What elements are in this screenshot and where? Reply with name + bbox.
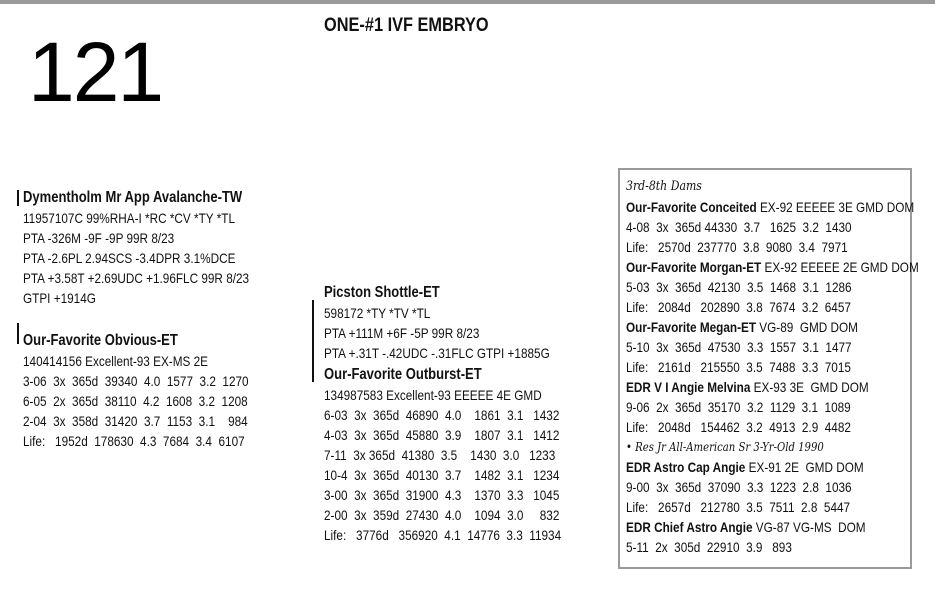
dam-entry-header [626, 457, 919, 477]
sire-of-sire-line: GTPI +1914G [23, 290, 96, 306]
dam-entry-class: EX-91 2E GMD DOM [745, 459, 864, 475]
dam-of-sire-record: 3-06 3x 365d 39340 4.0 1577 3.2 1270 [23, 373, 249, 389]
sire-line: PTA +111M +6F -5P 99R 8/23 [324, 325, 480, 341]
sire-name: Picston Shottle-ET [324, 284, 440, 301]
sire-block [324, 283, 593, 363]
dam-entry-note: • Res Jr All-American Sr 3-Yr-Old 1990 [626, 440, 824, 454]
pedigree-connector [312, 300, 314, 382]
sire-line: 598172 *TY *TV *TL [324, 305, 431, 321]
dam-record: 3-00 3x 365d 31900 4.3 1370 3.3 1045 [324, 487, 560, 503]
dam-entry-record: 5-11 2x 305d 22910 3.9 893 [626, 539, 792, 555]
pedigree-connector [17, 323, 19, 344]
dam-entry-life: Life: 2570d 237770 3.8 9080 3.4 7971 [626, 239, 848, 255]
sire-of-sire-line: 11957107C 99%RHA-I *RC *CV *TY *TL [23, 210, 236, 226]
dam-record: 2-00 3x 359d 27430 4.0 1094 3.0 832 [324, 507, 560, 523]
dam-record: 10-4 3x 365d 40130 3.7 1482 3.1 1234 [324, 467, 560, 483]
dams-list [626, 177, 935, 557]
dam-entry-record: 9-06 2x 365d 35170 3.2 1129 3.1 1089 [626, 399, 851, 415]
dam-line: 134987583 Excellent-93 EEEEE 4E GMD [324, 387, 542, 403]
sire-of-sire-line: PTA -2.6PL 2.94SCS -3.4DPR 3.1%DCE [23, 250, 236, 266]
dam-entry-name: EDR V I Angie Melvina [626, 379, 751, 395]
sire-line: PTA +.31T -.42UDC -.31FLC GTPI +1885G [324, 345, 550, 361]
lot-title: ONE-#1 IVF EMBRYO [324, 15, 489, 36]
dam-entry-name: EDR Astro Cap Angie [626, 459, 746, 475]
dam-entry-life: Life: 2161d 215550 3.5 7488 3.3 7015 [626, 359, 851, 375]
dam-entry-record: 5-10 3x 365d 47530 3.3 1557 3.1 1477 [626, 339, 852, 355]
dam-entry-name: Our-Favorite Conceited [626, 199, 757, 215]
dam-block [324, 365, 606, 545]
dam-entry-record: 4-08 3x 365d 44330 3.7 1625 3.2 1430 [626, 219, 852, 235]
dam-entry-life: Life: 2048d 154462 3.2 4913 2.9 4482 [626, 419, 851, 435]
dam-record: 6-03 3x 365d 46890 4.0 1861 3.1 1432 [324, 407, 560, 423]
dam-of-sire-name: Our-Favorite Obvious-ET [23, 332, 178, 349]
dam-entry-record: 9-00 3x 365d 37090 3.3 1223 2.8 1036 [626, 479, 852, 495]
dam-of-sire-block [23, 331, 292, 451]
dam-of-sire-line: 140414156 Excellent-93 EX-MS 2E [23, 353, 209, 369]
dam-of-sire-record: 2-04 3x 358d 31420 3.7 1153 3.1 984 [23, 413, 248, 429]
dam-entry-name: EDR Chief Astro Angie [626, 519, 753, 535]
dam-entry-header [626, 377, 919, 397]
dams-heading: 3rd-8th Dams [626, 179, 702, 194]
sire-of-sire-line: PTA -326M -9F -9P 99R 8/23 [23, 230, 175, 246]
sire-of-sire-name: Dymentholm Mr App Avalanche-TW [23, 189, 243, 206]
dam-entry-record: 5-03 3x 365d 42130 3.5 1468 3.1 1286 [626, 279, 852, 295]
dam-entry-header [626, 197, 919, 217]
dam-entry-class: EX-92 EEEEE 2E GMD DOM [761, 259, 919, 275]
dam-entry-header [626, 257, 919, 277]
dam-of-sire-record: 6-05 2x 365d 38110 4.2 1608 3.2 1208 [23, 393, 248, 409]
dam-entry-header [626, 317, 919, 337]
dam-entry-header [626, 517, 919, 537]
dam-entry-class: EX-92 EEEEE 3E GMD DOM [756, 199, 915, 215]
dam-record: 4-03 3x 365d 45880 3.9 1807 3.1 1412 [324, 427, 560, 443]
dam-entry-class: EX-93 3E GMD DOM [750, 379, 869, 395]
sire-of-sire-line: PTA +3.58T +2.69UDC +1.96FLC 99R 8/23 [23, 270, 250, 286]
sire-of-sire-block [23, 188, 292, 308]
dam-record: 7-11 3x 365d 41380 3.5 1430 3.0 1233 [324, 447, 556, 463]
dam-entry-class: VG-89 GMD DOM [756, 319, 858, 335]
dam-entry-name: Our-Favorite Megan-ET [626, 319, 757, 335]
dam-entry-class: VG-87 VG-MS DOM [752, 519, 866, 535]
pedigree-connector [17, 190, 19, 206]
dam-entry-name: Our-Favorite Morgan-ET [626, 259, 762, 275]
dam-name: Our-Favorite Outburst-ET [324, 366, 482, 383]
lot-number: 121 [28, 25, 163, 119]
top-rule [0, 0, 935, 4]
dam-life: Life: 3776d 356920 4.1 14776 3.3 11934 [324, 527, 562, 543]
dam-entry-life: Life: 2657d 212780 3.5 7511 2.8 5447 [626, 499, 851, 515]
dam-of-sire-life: Life: 1952d 178630 4.3 7684 3.4 6107 [23, 433, 245, 449]
dam-entry-life: Life: 2084d 202890 3.8 7674 3.2 6457 [626, 299, 851, 315]
